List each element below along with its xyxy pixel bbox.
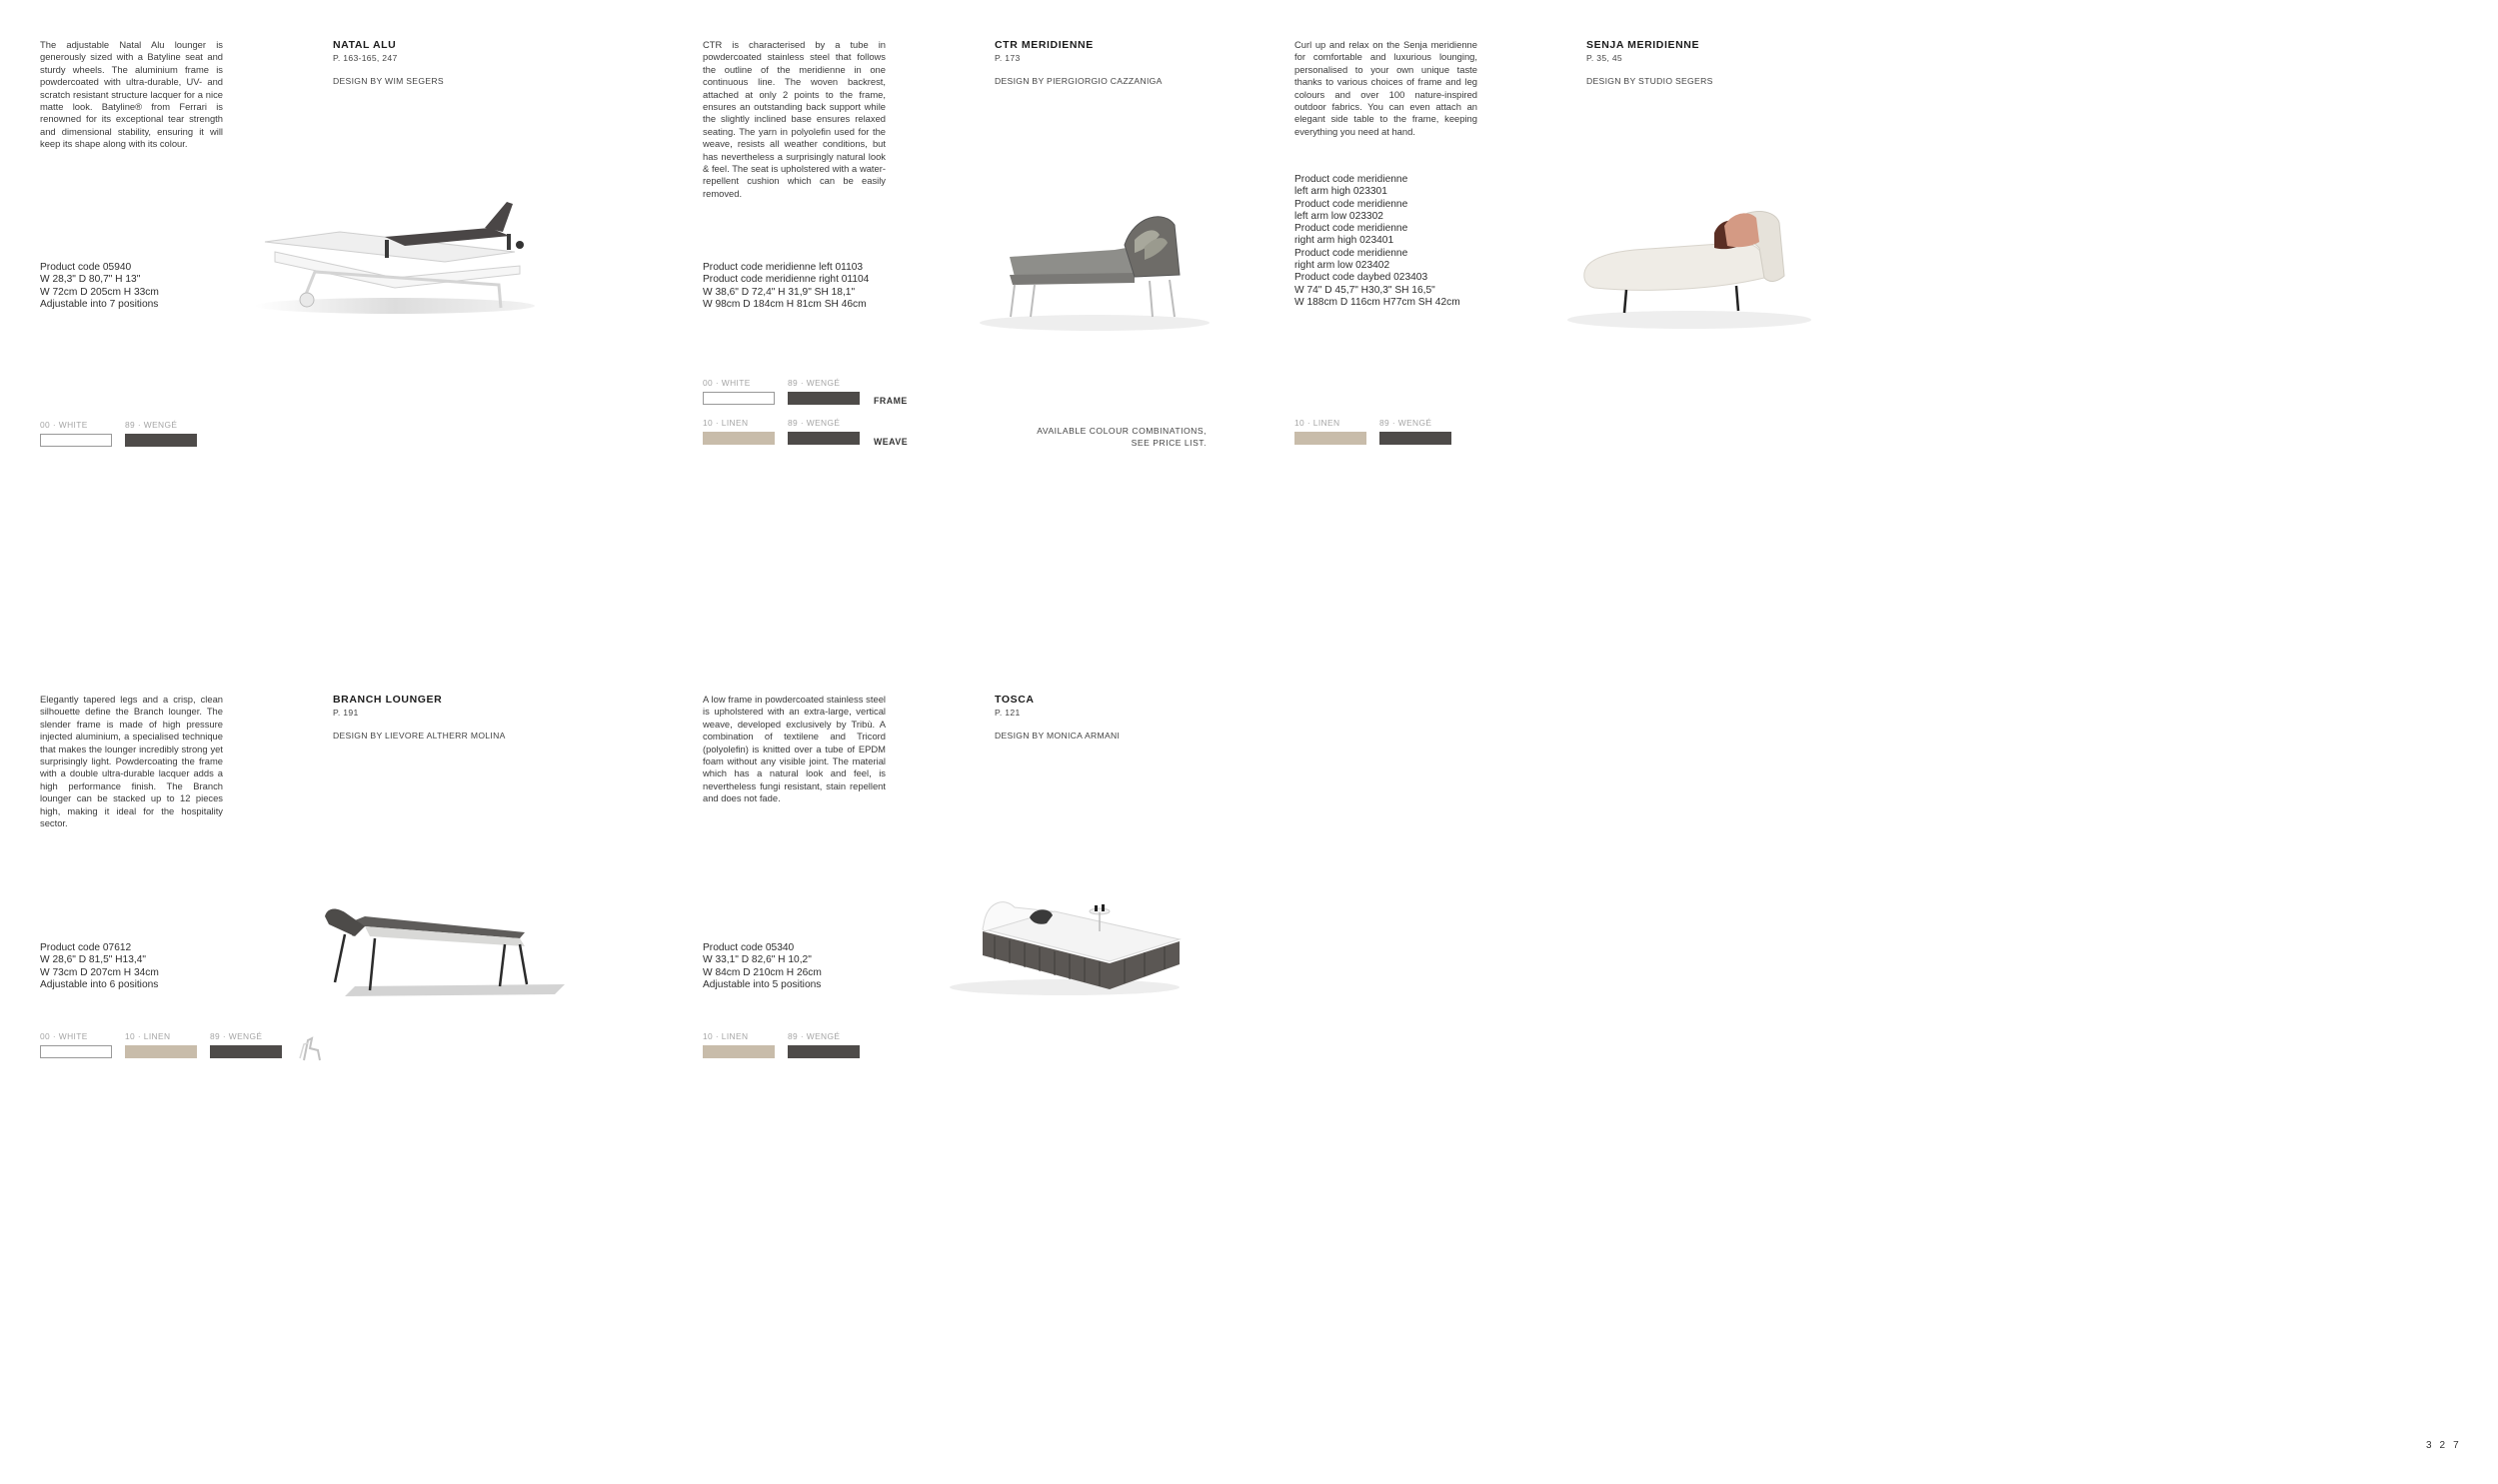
tosca-description: A low frame in powdercoated stainless steel is upholstered with an extra-large, vertical weave, developed exclusively by Tribù. A combination of textilene and Tricord (polyolefin) is knitted over a tube of EPDM foam without any visible joint. The material which has a natural look and feel, is nevertheless fungi resistant, stain repellent and does not fade. [703,694,886,804]
ctr-meridienne-specs: Product code meridienne left 01103 Product code meridienne right 01104 W 38,6" D 72,4" H 31,9" SH 18,1" W 98cm D 184cm H 81cm SH 46cm [703,262,870,310]
ctr-frame-swatch-wenge-label: 89 · WENGÉ [788,378,841,388]
senja-swatch-wenge [1379,432,1451,445]
ctr-weave-swatch-linen-label: 10 · LINEN [703,418,749,428]
branch-lounger-title: BRANCH LOUNGER [333,694,443,706]
senja-swatch-linen-label: 10 · LINEN [1294,418,1340,428]
natal-alu-description: The adjustable Natal Alu lounger is generously sized with a Batyline seat and sturdy wheels. The aluminium frame is powdercoated with ultra-durable, UV- and scratch resistant structure lacquer for a nice matte look. Batyline® from Ferrari is renowned for its exceptional tear strength and dimensional stability, ensuring it will keep its shape along with its colour. [40,39,223,150]
ctr-frame-label: FRAME [874,396,908,406]
ctr-weave-label: WEAVE [874,437,909,447]
ctr-frame-swatch-wenge [788,392,860,405]
tosca-swatch-linen [703,1045,775,1058]
ctr-meridienne-designer: DESIGN BY PIERGIORGIO CAZZANIGA [995,76,1163,86]
page-number: 327 [2426,1440,2467,1451]
tosca-specs: Product code 05340 W 33,1" D 82,6" H 10,2" W 84cm D 210cm H 26cm Adjustable into 5 positions [703,942,822,990]
tosca-lounger-image [935,879,1185,999]
senja-swatch-wenge-label: 89 · WENGÉ [1379,418,1432,428]
ctr-colour-combinations-note: AVAILABLE COLOUR COMBINATIONS, SEE PRICE LIST. [1037,426,1207,448]
ctr-frame-swatch-white [703,392,775,405]
tosca-title: TOSCA [995,694,1035,706]
branch-lounger-description: Elegantly tapered legs and a crisp, clean silhouette define the Branch lounger. The slender frame is made of high pressure injected aluminium, a specialised technique that makes the lounger incredibly strong yet surprisingly light. Powdercoating the frame with a double ultra-durable lacquer adds a high performance finish. The Branch lounger can be stacked up to 12 pieces high, making it ideal for the hospitality sector. [40,694,223,829]
natal-alu-swatch-white-label: 00 · WHITE [40,420,88,430]
natal-alu-swatch-wenge [125,434,197,447]
natal-alu-page-ref: P. 163-165, 247 [333,53,398,63]
tosca-swatch-wenge [788,1045,860,1058]
branch-swatch-wenge [210,1045,282,1058]
tosca-swatch-wenge-label: 89 · WENGÉ [788,1031,841,1041]
stackable-icon [298,1034,324,1062]
branch-lounger-page-ref: P. 191 [333,708,359,718]
ctr-meridienne-page-ref: P. 173 [995,53,1021,63]
senja-meridienne-specs: Product code meridienne left arm high 023301 Product code meridienne left arm low 023302 Product code meridienne right arm high 023401 Product code meridienne right arm low 023402 Product code daybed 023403 W 74" D 45,7" H30,3" SH 16,5" W 188cm D 116cm H77cm SH 42cm [1294,174,1460,308]
ctr-weave-swatch-linen [703,432,775,445]
natal-alu-lounger-image [245,190,545,320]
tosca-page-ref: P. 121 [995,708,1021,718]
senja-swatch-linen [1294,432,1366,445]
senja-meridienne-image [1564,198,1814,333]
branch-lounger-image [315,894,575,999]
branch-swatch-white [40,1045,112,1058]
ctr-meridienne-description: CTR is characterised by a tube in powdercoated stainless steel that follows the outline of the meridienne in one continuous line. The woven backrest, attached at only 2 points to the frame, ensures an outstanding back support while the slightly inclined base ensures relaxed seating. The yarn in polyolefin used for the weave, resists all weather conditions, but has nevertheless a surprisingly natural look & feel. The seat is upholstered with a water-repellent cushion which can be easily removed. [703,39,886,199]
senja-meridienne-designer: DESIGN BY STUDIO SEGERS [1586,76,1713,86]
branch-lounger-designer: DESIGN BY LIEVORE ALTHERR MOLINA [333,731,506,741]
natal-alu-swatch-white [40,434,112,447]
branch-swatch-white-label: 00 · WHITE [40,1031,88,1041]
ctr-frame-swatch-white-label: 00 · WHITE [703,378,751,388]
natal-alu-title: NATAL ALU [333,39,397,51]
senja-meridienne-title: SENJA MERIDIENNE [1586,39,1700,51]
ctr-meridienne-title: CTR MERIDIENNE [995,39,1094,51]
natal-alu-designer: DESIGN BY WIM SEGERS [333,76,444,86]
branch-lounger-specs: Product code 07612 W 28,6" D 81,5" H13,4" W 73cm D 207cm H 34cm Adjustable into 6 positions [40,942,159,990]
tosca-designer: DESIGN BY MONICA ARMANI [995,731,1121,741]
ctr-weave-swatch-wenge-label: 89 · WENGÉ [788,418,841,428]
branch-swatch-linen [125,1045,197,1058]
ctr-meridienne-image [975,205,1215,335]
branch-swatch-linen-label: 10 · LINEN [125,1031,171,1041]
natal-alu-specs: Product code 05940 W 28,3" D 80,7" H 13" W 72cm D 205cm H 33cm Adjustable into 7 positions [40,262,159,310]
tosca-swatch-linen-label: 10 · LINEN [703,1031,749,1041]
senja-meridienne-page-ref: P. 35, 45 [1586,53,1622,63]
branch-swatch-wenge-label: 89 · WENGÉ [210,1031,263,1041]
ctr-weave-swatch-wenge [788,432,860,445]
senja-meridienne-description: Curl up and relax on the Senja meridienne for comfortable and luxurious lounging, personalised to your own unique taste thanks to various choices of frame and leg colours and over 100 nature-inspired outdoor fabrics. You can even attach an elegant side table to the frame, keeping everything you need at hand. [1294,39,1477,137]
natal-alu-swatch-wenge-label: 89 · WENGÉ [125,420,178,430]
